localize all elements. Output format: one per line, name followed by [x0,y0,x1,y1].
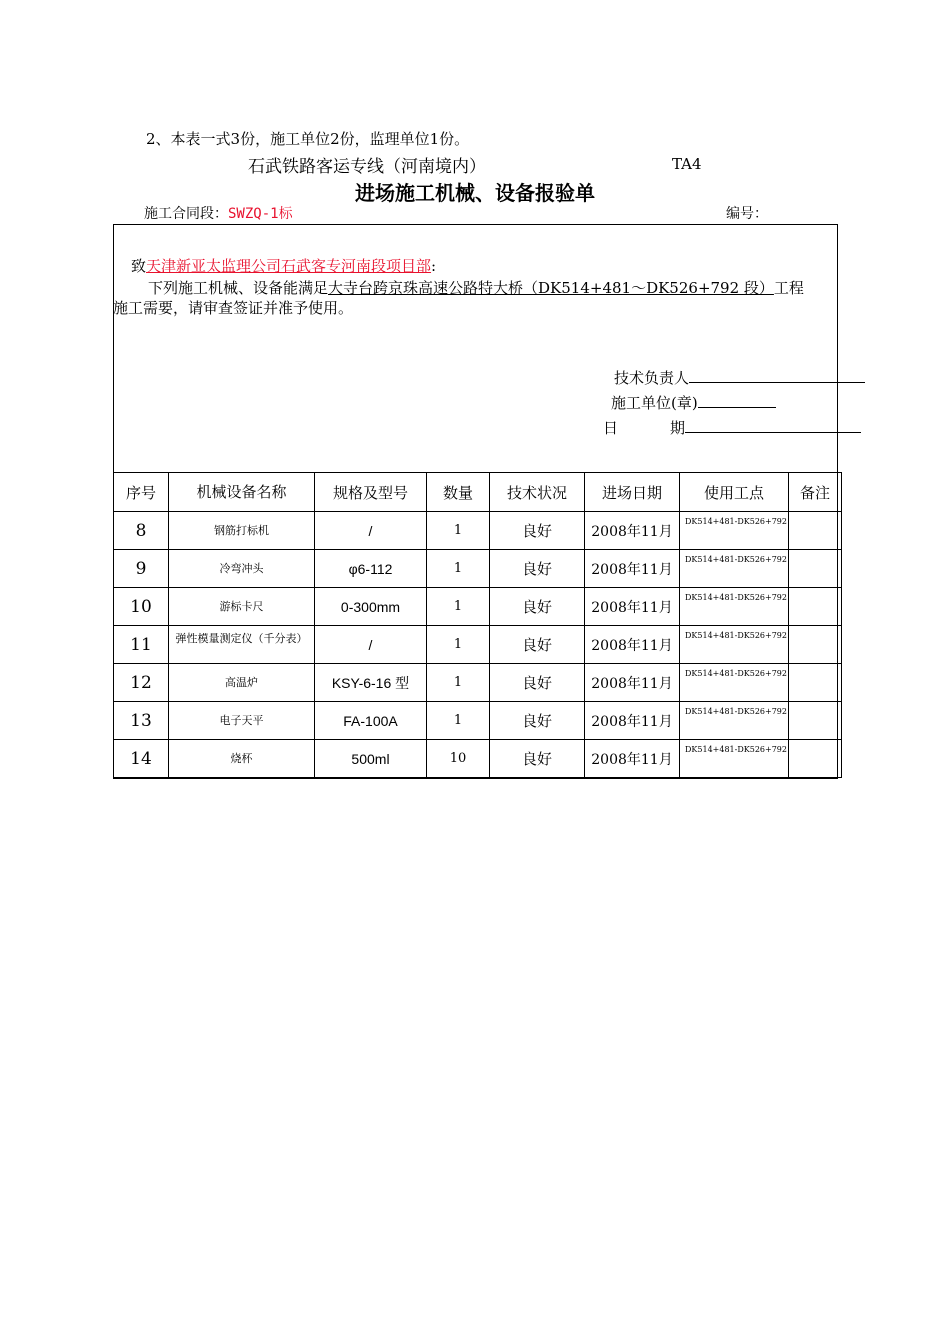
cell-date: 2008年11月 [585,550,680,588]
cell-no: 13 [114,702,169,740]
cell-remark [789,550,842,588]
serial-number-label: 编号： [726,206,768,222]
cell-no: 12 [114,664,169,702]
cell-remark [789,626,842,664]
cell-condition: 良好 [490,740,585,778]
tech-lead-line [689,367,865,383]
tech-lead-signature [614,367,865,388]
name-text: 烧杯 [230,751,253,765]
header-spec: 规格及型号 [315,473,427,512]
cell-location [680,550,789,588]
table-row [114,664,842,702]
name-text: 冷弯冲头 [219,561,264,575]
cell-date: 2008年11月 [585,512,680,550]
location-text: DK514+481-DK526+792 [685,745,787,754]
header-location: 使用工点 [680,473,789,512]
contract-code: SWZQ-1 [228,206,279,222]
contract-section [144,203,293,223]
letter-body-line1 [148,277,804,298]
cell-no: 8 [114,512,169,550]
name-text: 高温炉 [225,675,258,689]
cell-name [169,550,315,588]
cell-spec: 500ml [315,740,427,778]
cell-qty: 10 [427,740,490,778]
cell-date: 2008年11月 [585,588,680,626]
location-text: DK514+481-DK526+792 [685,555,787,564]
cell-no: 14 [114,740,169,778]
table-row [114,740,842,778]
location-text: DK514+481-DK526+792 [685,707,787,716]
header-date: 进场日期 [585,473,680,512]
cell-location [680,588,789,626]
header-remark: 备注 [789,473,842,512]
cell-spec: FA-100A [315,702,427,740]
form-note: 2、本表一式3份，施工单位2份，监理单位1份。 [146,130,470,148]
date-signature [603,417,861,438]
project-name: 石武铁路客运专线（河南境内） [248,157,486,177]
cell-qty: 1 [427,512,490,550]
cell-name [169,664,315,702]
cell-condition: 良好 [490,512,585,550]
contract-suffix: 标 [278,206,293,222]
cell-qty: 1 [427,664,490,702]
form-code: TA4 [672,155,702,173]
cell-condition: 良好 [490,588,585,626]
header-condition: 技术状况 [490,473,585,512]
cell-qty: 1 [427,588,490,626]
header-qty: 数量 [427,473,490,512]
cell-name [169,740,315,778]
cell-name [169,702,315,740]
cell-name [169,588,315,626]
date-label-b: 期 [670,419,686,437]
cell-location [680,664,789,702]
cell-location [680,626,789,664]
name-text: 钢筋打标机 [214,523,269,537]
date-label-a: 日 [603,419,619,437]
project-section: 大寺台跨京珠高速公路特大桥（DK514+481～DK526+792 段） [328,279,774,297]
cell-condition: 良好 [490,664,585,702]
unit-signature [611,392,776,413]
body-prefix: 下列施工机械、设备能满足 [148,279,329,297]
cell-date: 2008年11月 [585,664,680,702]
unit-label: 施工单位(章) [611,394,698,412]
cell-remark [789,588,842,626]
cell-spec: / [315,626,427,664]
name-text: 电子天平 [219,713,264,727]
cell-no: 10 [114,588,169,626]
cell-name [169,512,315,550]
cell-spec: KSY-6-16 型 [315,664,427,702]
cell-no: 11 [114,626,169,664]
cell-no: 9 [114,550,169,588]
letter-body-line2: 施工需要，请审查签证并准予使用。 [113,299,354,317]
cell-name [169,626,315,664]
unit-line [698,392,776,408]
cell-remark [789,664,842,702]
cell-qty: 1 [427,702,490,740]
table-header-row [114,473,842,512]
location-text: DK514+481-DK526+792 [685,593,787,602]
cell-location [680,702,789,740]
cell-remark [789,512,842,550]
cell-condition: 良好 [490,626,585,664]
cell-spec: 0-300mm [315,588,427,626]
location-text: DK514+481-DK526+792 [685,669,787,678]
location-text: DK514+481-DK526+792 [685,517,787,526]
cell-date: 2008年11月 [585,702,680,740]
recipient: 天津新亚太监理公司石武客专河南段项目部 [146,257,432,275]
cell-spec: φ6-112 [315,550,427,588]
cell-condition: 良好 [490,702,585,740]
cell-location [680,512,789,550]
name-text: 弹性模量测定仪（千分表） [175,632,308,645]
location-text: DK514+481-DK526+792 [685,631,787,640]
equipment-table [113,472,842,778]
table-row [114,550,842,588]
cell-spec: / [315,512,427,550]
table-row [114,588,842,626]
tech-lead-label: 技术负责人 [614,369,690,387]
table-row [114,702,842,740]
header-name: 机械设备名称 [169,473,315,512]
cell-condition: 良好 [490,550,585,588]
cell-remark [789,702,842,740]
body-suffix: 工程 [773,279,804,297]
to-suffix: : [431,257,437,275]
form-title: 进场施工机械、设备报验单 [355,181,595,205]
cell-qty: 1 [427,626,490,664]
header-no: 序号 [114,473,169,512]
to-prefix: 致 [131,257,147,275]
contract-label: 施工合同段： [144,206,228,222]
cell-date: 2008年11月 [585,626,680,664]
table-row [114,512,842,550]
cell-qty: 1 [427,550,490,588]
cell-remark [789,740,842,778]
cell-location [680,740,789,778]
name-text: 游标卡尺 [219,599,264,613]
letter-recipient-line [131,255,436,276]
date-line [685,417,861,433]
table-row [114,626,842,664]
cell-date: 2008年11月 [585,740,680,778]
